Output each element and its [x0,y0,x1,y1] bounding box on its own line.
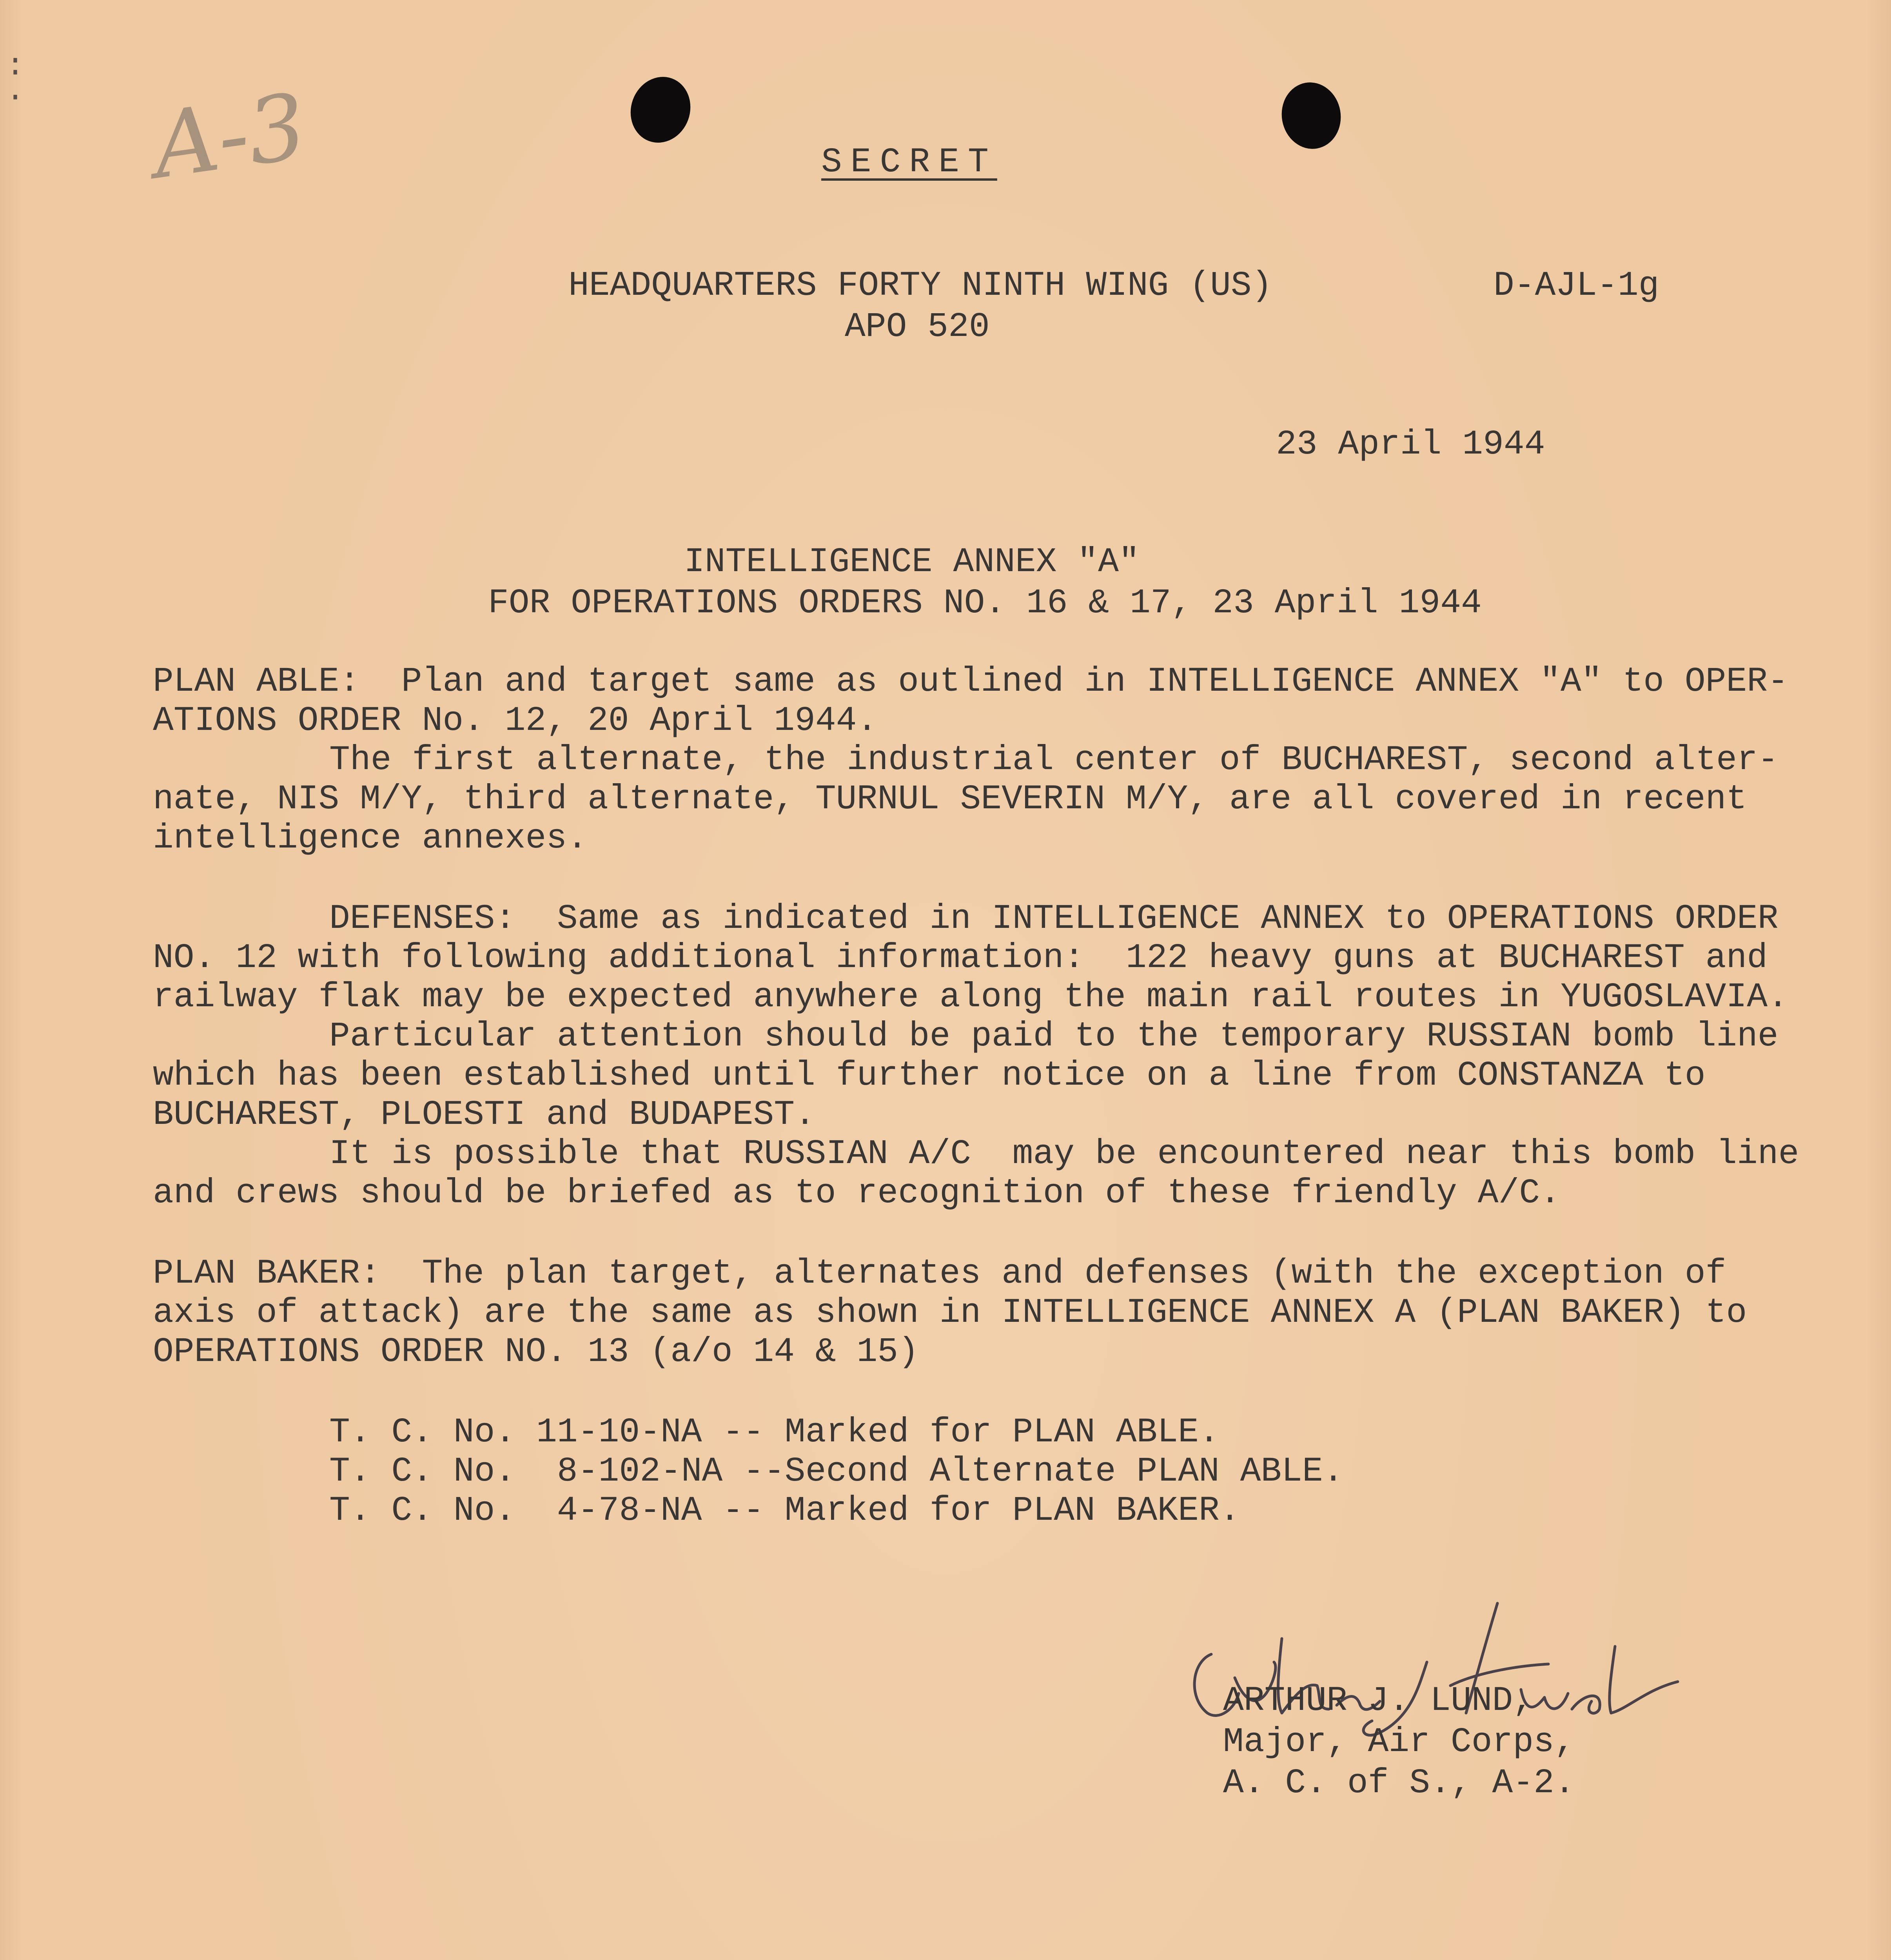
plan-able-line: ATIONS ORDER No. 12, 20 April 1944. [153,702,878,740]
annex-subtitle: FOR OPERATIONS ORDERS NO. 16 & 17, 23 April 1944 [488,584,1482,623]
target-chart-line: T. C. No. 11-10-NA -- Marked for PLAN ABLE. [329,1413,1220,1452]
edge-marks: : · [6,49,25,116]
bomb-line-line: BUCHAREST, PLOESTI and BUDAPEST. [153,1096,815,1134]
russian-ac-line: and crews should be briefed as to recognition of these friendly A/C. [153,1174,1561,1213]
plan-baker-line: axis of attack) are the same as shown in INTELLIGENCE ANNEX A (PLAN BAKER) to [153,1294,1747,1332]
signer-name: ARTHUR J. LUND, [1223,1682,1534,1720]
alternates-line: nate, NIS M/Y, third alternate, TURNUL SEVERIN M/Y, are all covered in recent [153,780,1747,819]
handwritten-signature [1176,1595,1717,1744]
bomb-line-line: Particular attention should be paid to the temporary RUSSIAN bomb line [329,1017,1778,1056]
document-reference: D-AJL-1g [1494,267,1659,305]
signer-position: A. C. of S., A-2. [1223,1764,1575,1803]
plan-able-line: PLAN ABLE: Plan and target same as outlined in INTELLIGENCE ANNEX "A" to OPER- [153,662,1788,701]
plan-baker-line: PLAN BAKER: The plan target, alternates and defenses (with the exception of [153,1254,1726,1293]
margin-note: A-3 [146,74,312,199]
classification-heading: SECRET [821,143,997,182]
target-chart-line: T. C. No. 8-102-NA --Second Alternate PLAN ABLE. [329,1452,1344,1491]
annex-title: INTELLIGENCE ANNEX "A" [684,543,1140,582]
alternates-line: intelligence annexes. [153,819,588,858]
plan-baker-line: OPERATIONS ORDER NO. 13 (a/o 14 & 15) [153,1333,919,1372]
russian-ac-line: It is possible that RUSSIAN A/C may be encountered near this bomb line [329,1135,1799,1174]
defenses-line: railway flak may be expected anywhere along the main rail routes in YUGOSLAVIA. [153,978,1788,1017]
signer-rank: Major, Air Corps, [1223,1723,1575,1762]
target-chart-line: T. C. No. 4-78-NA -- Marked for PLAN BAKER. [329,1492,1240,1530]
document-date: 23 April 1944 [1276,425,1545,464]
alternates-line: The first alternate, the industrial center of BUCHAREST, second alter- [329,741,1778,780]
bomb-line-line: which has been established until further notice on a line from CONSTANZA to [153,1056,1706,1095]
headquarters-line: HEADQUARTERS FORTY NINTH WING (US) [568,267,1272,305]
defenses-line: DEFENSES: Same as indicated in INTELLIGENCE ANNEX to OPERATIONS ORDER [329,900,1778,938]
apo-line: APO 520 [845,308,990,347]
defenses-line: NO. 12 with following additional information: 122 heavy guns at BUCHAREST and [153,939,1768,978]
